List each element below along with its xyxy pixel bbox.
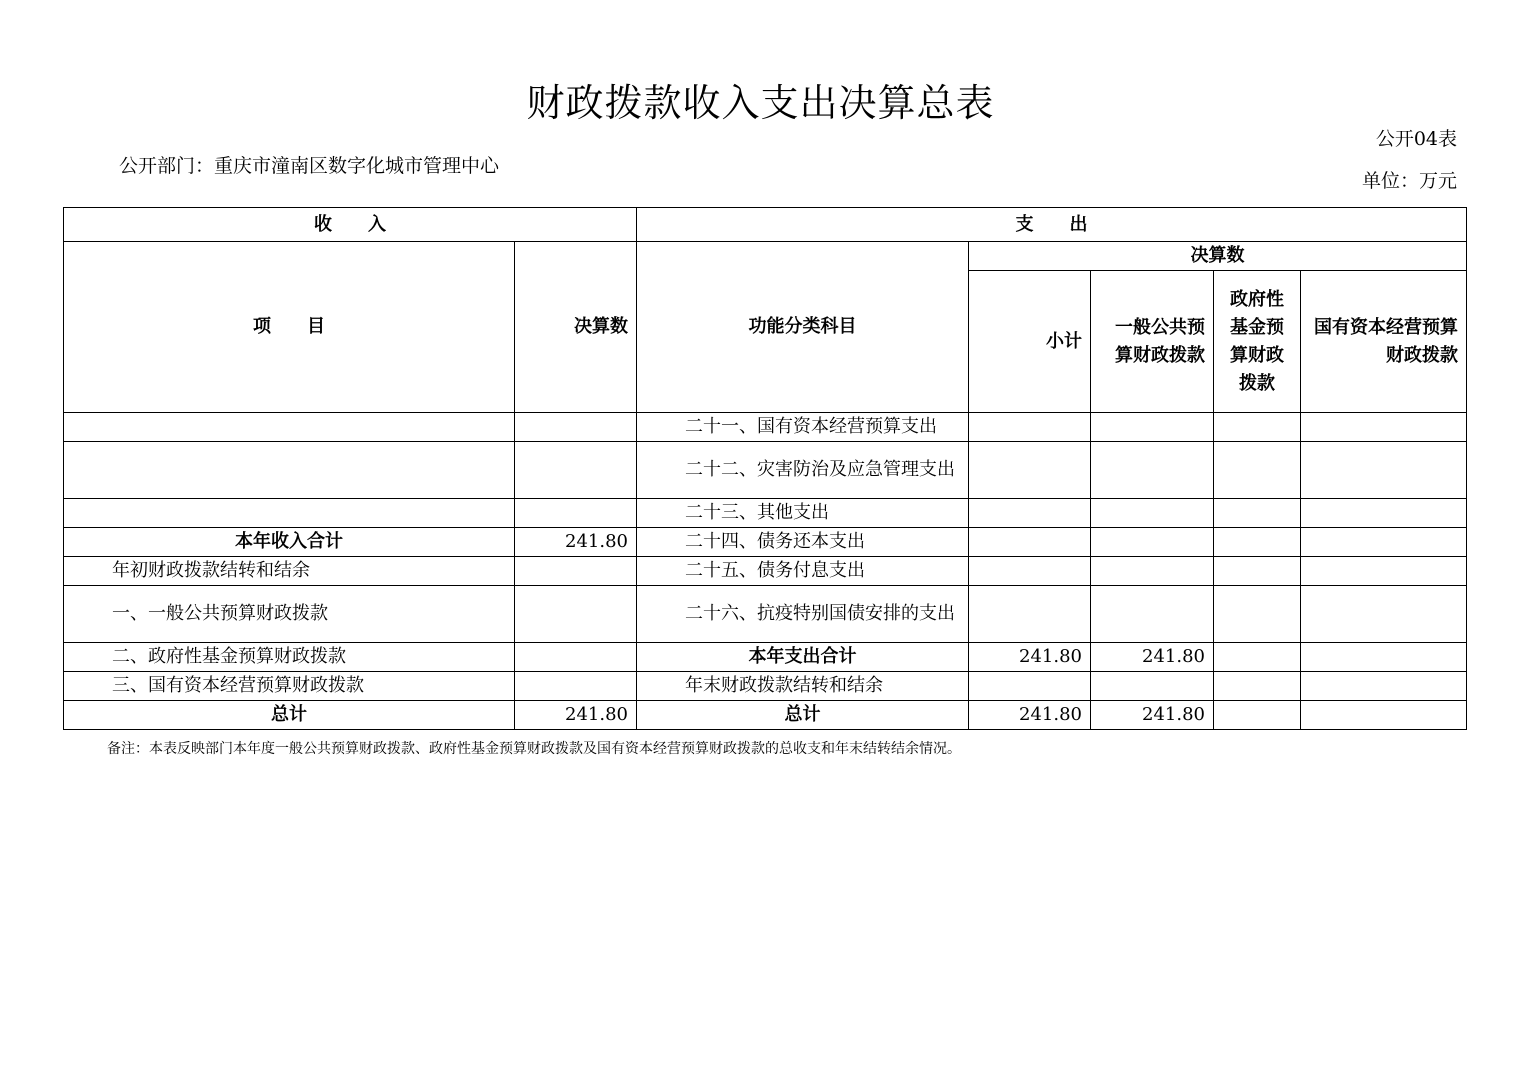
- expense-item: 本年支出合计: [637, 643, 969, 672]
- income-amount: [515, 672, 637, 701]
- income-amount: 241.80: [515, 528, 637, 557]
- income-header: 收 入: [64, 208, 637, 242]
- fund-value: [1214, 442, 1301, 499]
- fund-value: [1214, 413, 1301, 442]
- general-value: [1091, 499, 1214, 528]
- table-row: [64, 528, 1467, 557]
- general-value: 241.80: [1091, 643, 1214, 672]
- capital-value: [1301, 672, 1467, 701]
- general-value: [1091, 557, 1214, 586]
- general-value: 241.80: [1091, 701, 1214, 730]
- gov-fund-header: 政府性基金预算财政拨款: [1214, 271, 1301, 413]
- capital-value: [1301, 528, 1467, 557]
- form-number: 公开04表: [1375, 128, 1457, 150]
- fund-value: [1214, 701, 1301, 730]
- income-item: 本年收入合计: [64, 528, 515, 557]
- fund-value: [1214, 499, 1301, 528]
- footnote: 备注：本表反映部门本年度一般公共预算财政拨款、政府性基金预算财政拨款及国有资本经营预算财政拨款的总收支和年末结转结余情况。: [107, 741, 961, 757]
- general-value: [1091, 442, 1214, 499]
- final-amount-header: 决算数: [969, 242, 1467, 271]
- table-row: [64, 586, 1467, 643]
- general-value: [1091, 413, 1214, 442]
- unit-label: 单位：万元: [1361, 170, 1457, 192]
- income-item: 年初财政拨款结转和结余: [64, 557, 515, 586]
- expense-item: 二十五、债务付息支出: [637, 557, 969, 586]
- general-value: [1091, 586, 1214, 643]
- expense-item: 二十三、其他支出: [637, 499, 969, 528]
- fund-value: [1214, 672, 1301, 701]
- expenditure-header: 支 出: [637, 208, 1467, 242]
- income-amount: [515, 586, 637, 643]
- fund-value: [1214, 528, 1301, 557]
- page-title: 财政拨款收入支出决算总表: [526, 81, 995, 125]
- table-row: [64, 643, 1467, 672]
- income-amount: [515, 643, 637, 672]
- table-row: [64, 557, 1467, 586]
- capital-value: [1301, 557, 1467, 586]
- income-item: [64, 442, 515, 499]
- function-category-header: 功能分类科目: [637, 242, 969, 413]
- general-value: [1091, 528, 1214, 557]
- income-amount-header: 决算数: [515, 242, 637, 413]
- income-item: 一、一般公共预算财政拨款: [64, 586, 515, 643]
- fund-value: [1214, 586, 1301, 643]
- table-row: [64, 442, 1467, 499]
- expense-item: 二十六、抗疫特别国债安排的支出: [637, 586, 969, 643]
- general-value: [1091, 672, 1214, 701]
- fund-value: [1214, 557, 1301, 586]
- income-item: [64, 413, 515, 442]
- capital-value: [1301, 586, 1467, 643]
- income-amount: [515, 557, 637, 586]
- subtotal-value: [969, 499, 1091, 528]
- subtotal-value: [969, 672, 1091, 701]
- capital-value: [1301, 413, 1467, 442]
- subtotal-value: 241.80: [969, 701, 1091, 730]
- subtotal-value: [969, 442, 1091, 499]
- department-label: 公开部门：: [119, 155, 215, 177]
- capital-value: [1301, 701, 1467, 730]
- income-item: 二、政府性基金预算财政拨款: [64, 643, 515, 672]
- expense-item: 年末财政拨款结转和结余: [637, 672, 969, 701]
- expense-item: 总计: [637, 701, 969, 730]
- capital-value: [1301, 499, 1467, 528]
- table-row: [64, 499, 1467, 528]
- department-line: [75, 152, 515, 181]
- table-row: [64, 672, 1467, 701]
- income-amount: 241.80: [515, 701, 637, 730]
- subtotal-value: [969, 528, 1091, 557]
- subtotal-header: 小计: [969, 271, 1091, 413]
- table-row: [64, 413, 1467, 442]
- finance-table: [63, 207, 1467, 730]
- subtotal-value: 241.80: [969, 643, 1091, 672]
- subtotal-value: [969, 586, 1091, 643]
- department-name: 重庆市潼南区数字化城市管理中心: [214, 155, 500, 177]
- income-amount: [515, 413, 637, 442]
- expense-item: 二十一、国有资本经营预算支出: [637, 413, 969, 442]
- subtotal-value: [969, 557, 1091, 586]
- capital-value: [1301, 442, 1467, 499]
- income-item: [64, 499, 515, 528]
- capital-value: [1301, 643, 1467, 672]
- income-item: 三、国有资本经营预算财政拨款: [64, 672, 515, 701]
- income-amount: [515, 499, 637, 528]
- table-row: [64, 701, 1467, 730]
- state-capital-header: 国有资本经营预算财政拨款: [1301, 271, 1467, 413]
- item-header: 项 目: [64, 242, 515, 413]
- expense-item: 二十二、灾害防治及应急管理支出: [637, 442, 969, 499]
- fund-value: [1214, 643, 1301, 672]
- expense-item: 二十四、债务还本支出: [637, 528, 969, 557]
- general-public-header: 一般公共预算财政拨款: [1091, 271, 1214, 413]
- income-item: 总计: [64, 701, 515, 730]
- income-amount: [515, 442, 637, 499]
- subtotal-value: [969, 413, 1091, 442]
